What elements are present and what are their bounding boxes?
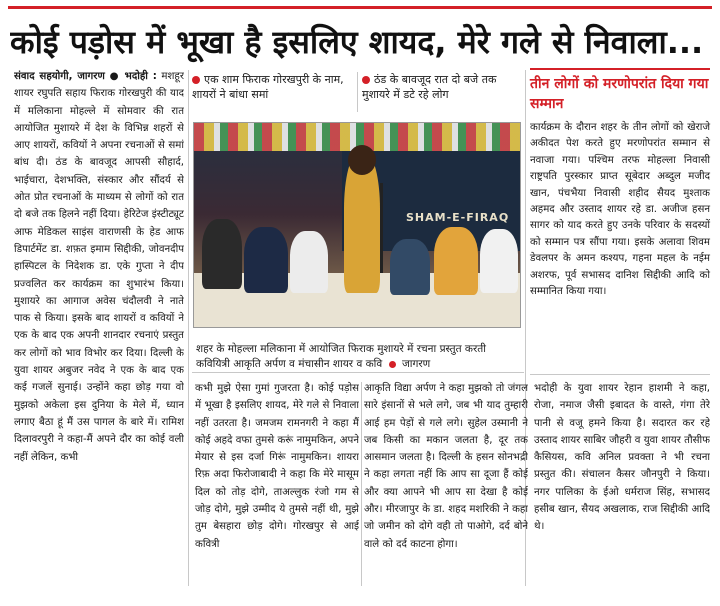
kicker-point: [192, 72, 352, 102]
byline: संवाद सहयोगी, जागरण ● भदोही :: [14, 71, 157, 82]
article-column-4: [534, 380, 710, 588]
caption-source: जागरण: [401, 358, 431, 370]
column-divider: [188, 70, 189, 586]
article-text: भदोही के युवा शायर रेहान हाशमी ने कहा, रोजा, नमाज जैसी इबादत के वास्ते, गंगा तेरे पानी से वजू हमने किया है। सदारत कर रहे उस्ताद शायर साबिर जौहरी व युवा शायर तौसीफ कैसियस, कवि अनिल प्रवक्ता ने भी रचना प्रस्तुत की। संचालन कैसर जौनपुरी ने किया। नगर पालिका के ईओ धर्मराज सिंह, सभासद हसीब खान, सैयद अखलाक, राज सिद्दीकी आदि थे।: [534, 383, 710, 533]
seated-poet: [434, 227, 478, 295]
sidebar-box: [530, 68, 710, 380]
seated-poet: [202, 219, 242, 289]
photo-caption: [196, 342, 516, 372]
caption-text: शहर के मोहल्ला मलिकाना में आयोजित फिराक मुशायरे में रचना प्रस्तुत करती कवियित्री आकृति अर्पण व मंचासीन शायर व कवि: [196, 343, 486, 370]
column-divider: [361, 382, 362, 586]
seated-poet: [290, 231, 328, 293]
backdrop-logo: SHAM-E-FIRAQ: [406, 211, 510, 224]
article-text: आकृति विद्या अर्पण ने कहा मुझको तो जंगल सारे इंसानों से भले लगे, जब भी याद तुम्हारी आई हम पेड़ों से गले लगे। सुहेल उस्मानी ने जब किसी का मकान जलता है, दूर तक आसमान जलता है। दिल्ली के हसन सोनभद्री ने कहा लगता नहीं कि आप सा दूजा हैं कोई और क्या आपने भी आप सा देखा है कोई और। मीरजापुर के डा. शहद मशरिकी ने कहा जो जमीन को दोगे वही तो पाओगे, दर्द बोने वाले को दर्द काटना होगा।: [364, 383, 528, 550]
column-divider: [357, 72, 358, 112]
sidebar-text: कार्यक्रम के दौरान शहर के तीन लोगों को खेराजे अकीदत पेश करते हुए मरणोपरांत सम्मान से नवाजा गया। पश्चिम तरफ मोहल्ला निवासी राष्ट्रपति पुरस्कार प्राप्त सूबेदार अब्दुल मजीद खान, पंचभैया निवासी शहीद सैयद मुश्ताक अहमद और उस्ताद शायर रहे डा. अजीज हसन सागर को याद करते हुए उनके परिवार के सदस्यों को सम्मान पत्र सौंपा गया। इसके अलावा शिवम डेवलपर के अमन कश्यप, गहना महल के नईम अशरफ, पूर्व सभासद दानिश सिद्दीकी आदि को सम्मानित किया गया।: [530, 122, 710, 298]
article-column-3: [364, 380, 528, 588]
headline: कोई पड़ोस में भूखा है इसलिए शायद, मेरे गले से निवाला...: [10, 23, 704, 61]
kicker-text: ठंड के बावजूद रात दो बजे तक मुशायरे में डटे रहे लोग: [362, 73, 497, 101]
article-column-1: [14, 68, 184, 586]
seated-poet: [480, 229, 518, 293]
section-divider: [192, 372, 524, 373]
event-photo: [193, 122, 521, 328]
kicker-point: [362, 72, 522, 102]
kicker-text: एक शाम फिराक गोरखपुरी के नाम, शायरों ने बांधा समां: [192, 73, 344, 101]
microphone-stand: [380, 183, 383, 273]
seated-poet: [244, 227, 288, 293]
sidebar-title: तीन लोगों को मरणोपरांत दिया गया सम्मान: [530, 76, 709, 112]
top-rule: [8, 6, 712, 9]
seated-poet: [390, 239, 430, 295]
bullet-icon: [362, 76, 370, 84]
article-column-2: [195, 380, 359, 588]
article-text: मशहूर शायर रघुपति सहाय फिराक गोरखपुरी की याद में मलिकाना मोहल्ले में सोमवार की रात आयोजित मुशायरे में देश के विभिन्न शहरों से आए शायरों, कवियों ने अपना रचनाओं से समां बांध दी। ठंड के बावजूद आपसी सौहार्द, भाईचारा, देशभक्ति, संस्कार और सौंदर्य से ओत प्रोत रचनाओं के माध्यम से लोगों को रात दो बजे तक हिलने नहीं दिया। हेरिटेज इंस्टीट्यूट आफ मेडिकल साइंस वाराणसी के हेड आफ डिपार्टमेंट डा. शफ़त इमाम सिद्दीकी, जोवनदीप हास्पिटल के निदेशक डा. एके गुप्ता ने दीप प्रज्वलित कर कार्यक्रम का शुभारंभ किया। मुशायरे का आगाज अवेस चंदौलवी ने नाते पाक से किया। इसके बाद शायरों व कवियों ने एक के बाद एक अपनी शानदार रचनाएं प्रस्तुत कर लोगों को भाव विभोर कर दिया। दिल्ली के युवा शायर अबुजर नवेद ने एक के बाद एक कई गजलें सुनाई। उन्होंने कहा छोड़ गया वो मुझको अकेला इस दुनिया के मेले में, ध्यान लगाए बैठा हूं मैं उस पागल के बारे में। रामिश दिलावरपुरी ने कहा-मैं अपने दौर का कोई वली नहीं लेकिन, कभी: [14, 71, 184, 463]
bullet-icon: [389, 361, 396, 368]
standing-poet-head: [348, 145, 376, 175]
bullet-icon: [192, 76, 200, 84]
article-text: कभी मुझे ऐसा गुमां गुजरता है। कोई पड़ोस में भूखा है इसलिए शायद, मेरे गले से निवाला नहीं उतरता है। जमजम रामनगरी ने कहा मैं कोई अहदे वफा तुमसे करूं नामुमकिन, अपने मेयार से इस दर्जा गिरूं नामुमकिन। शायरा रिफ़ अदा फिरोजाबादी ने कहा कि मेरे मासूम दिल को तोड़ दोगे, ताअल्लुक रंजो गम से जोड़ दोगे, मुझे उम्मीद ये तुमसे नहीं थी, मुझे तुम बेसहारा छोड़ दोगे। गोरखपुर से आई कवित्री: [195, 383, 359, 550]
